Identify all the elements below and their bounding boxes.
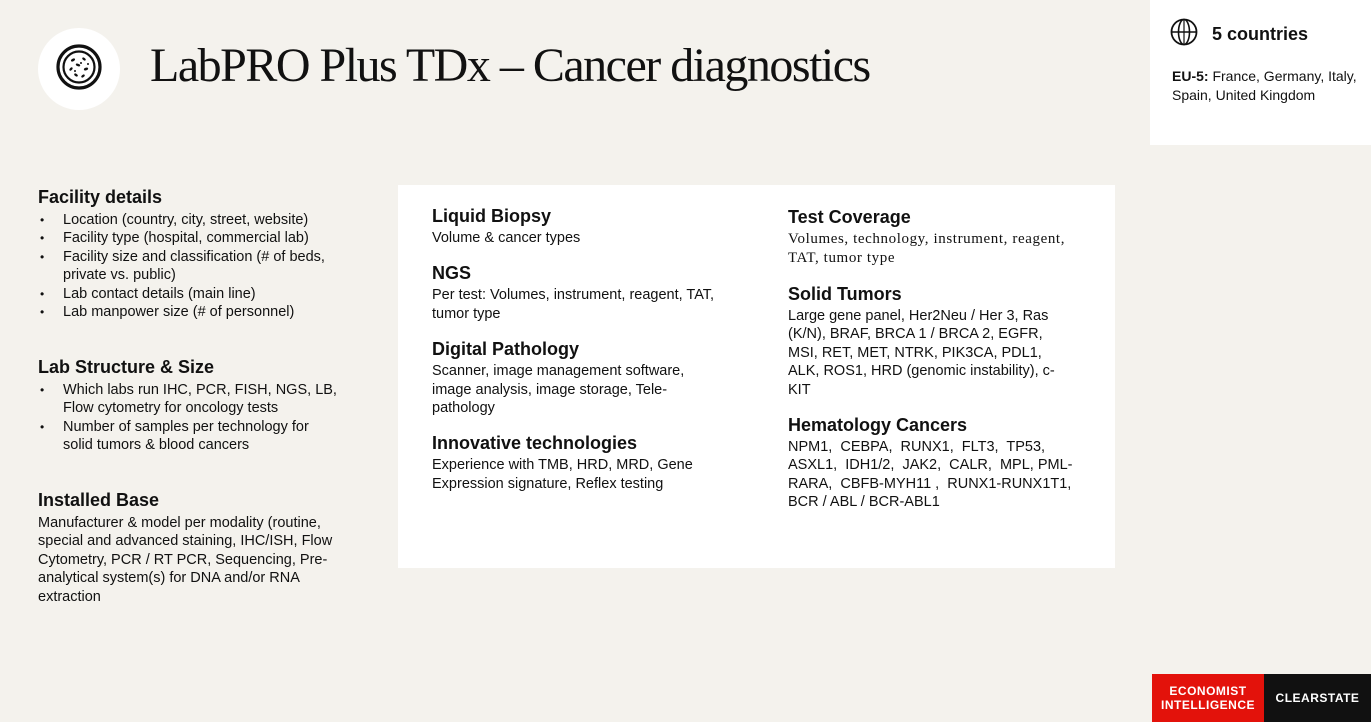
brand-line: ECONOMIST (1169, 684, 1247, 698)
section-title: Facility details (38, 187, 163, 207)
list-item: • Location (country, city, street, website) (38, 211, 358, 229)
list-item: • Which labs run IHC, PCR, FISH, NGS, LB, Flow cytometry for oncology tests (38, 381, 338, 418)
block-body: Volume & cancer types (432, 230, 581, 246)
block-title: Hematology Cancers (788, 415, 968, 436)
list-item: • Lab manpower size (# of personnel) (38, 303, 358, 321)
bullet-list (38, 381, 338, 455)
test-coverage-block (788, 207, 1088, 268)
list-item: • Number of samples per technology for solid tumors & blood cancers (38, 418, 338, 455)
block-title: NGS (432, 263, 472, 284)
innovative-technologies-block (432, 433, 722, 493)
block-body: Per test: Volumes, instrument, reagent, TAT, tumor type (432, 287, 715, 322)
solid-tumors-block (788, 284, 1088, 399)
block-title: Innovative technologies (432, 433, 638, 454)
clearstate-logo: CLEARSTATE (1264, 674, 1371, 722)
digital-pathology-block (432, 339, 722, 417)
hematology-cancers-block (788, 415, 1088, 512)
logo-badge (38, 28, 120, 110)
panel-right-column (788, 207, 1088, 528)
lab-structure-section (38, 357, 358, 455)
block-body: Experience with TMB, HRD, MRD, Gene Expression signature, Reflex testing (432, 457, 693, 492)
panel-left-column (432, 206, 722, 509)
list-item: • Facility type (hospital, commercial lab) (38, 229, 358, 247)
region-label: EU-5: (1172, 68, 1209, 84)
page-title: LabPRO Plus TDx – Cancer diagnostics (150, 39, 870, 92)
block-title: Liquid Biopsy (432, 206, 551, 226)
brand-line: INTELLIGENCE (1160, 698, 1255, 712)
country-count: 5 countries (1212, 24, 1309, 44)
block-body: Volumes, technology, instrument, reagent, TAT, tumor type (788, 231, 1066, 266)
list-item: • Facility size and classification (# of beds, private vs. public) (38, 248, 358, 285)
economist-intelligence-logo (1152, 674, 1264, 722)
block-title: Test Coverage (788, 207, 911, 227)
section-title: Installed Base (38, 490, 160, 510)
country-coverage-box (1150, 0, 1371, 145)
country-coverage-header (1170, 18, 1308, 51)
block-title: Solid Tumors (788, 284, 902, 304)
country-list (1172, 67, 1357, 104)
liquid-biopsy-block (432, 206, 722, 247)
block-body: NPM1, CEBPA, RUNX1, FLT3, TP53, ASXL1, IDH1/2, JAK2, CALR, MPL, PML-RARA, CBFB-MYH11 , RUNX1-RUNX1T1, BCR / ABL / BCR-ABL1 (788, 439, 1080, 511)
section-title: Lab Structure & Size (38, 357, 215, 377)
technology-panel (398, 185, 1115, 568)
list-item: • Lab contact details (main line) (38, 285, 358, 303)
facility-details-section (38, 187, 358, 321)
bullet-list (38, 211, 358, 321)
block-body: Scanner, image management software, image analysis, image storage, Tele-pathology (432, 363, 685, 417)
ngs-block (432, 263, 722, 323)
globe-icon (1170, 18, 1198, 51)
block-body: Large gene panel, Her2Neu / Her 3, Ras (K/N), BRAF, BRCA 1 / BRCA 2, EGFR, MSI, RET, MET, NTRK, PIK3CA, PDL1, ALK, ROS1, HRD (genomic instability), c-KIT (788, 308, 1055, 398)
installed-base-section (38, 490, 358, 606)
region-countries: France, Germany, Italy, Spain, United Kingdom (1172, 68, 1357, 103)
block-title: Digital Pathology (432, 339, 580, 360)
section-body: Manufacturer & model per modality (routine, special and advanced staining, IHC/ISH, Flow Cytometry, PCR / RT PCR, Sequencing, Pre-analytical system(s) for DNA and/or RNA extraction (38, 515, 333, 605)
petri-dish-icon (54, 42, 104, 97)
